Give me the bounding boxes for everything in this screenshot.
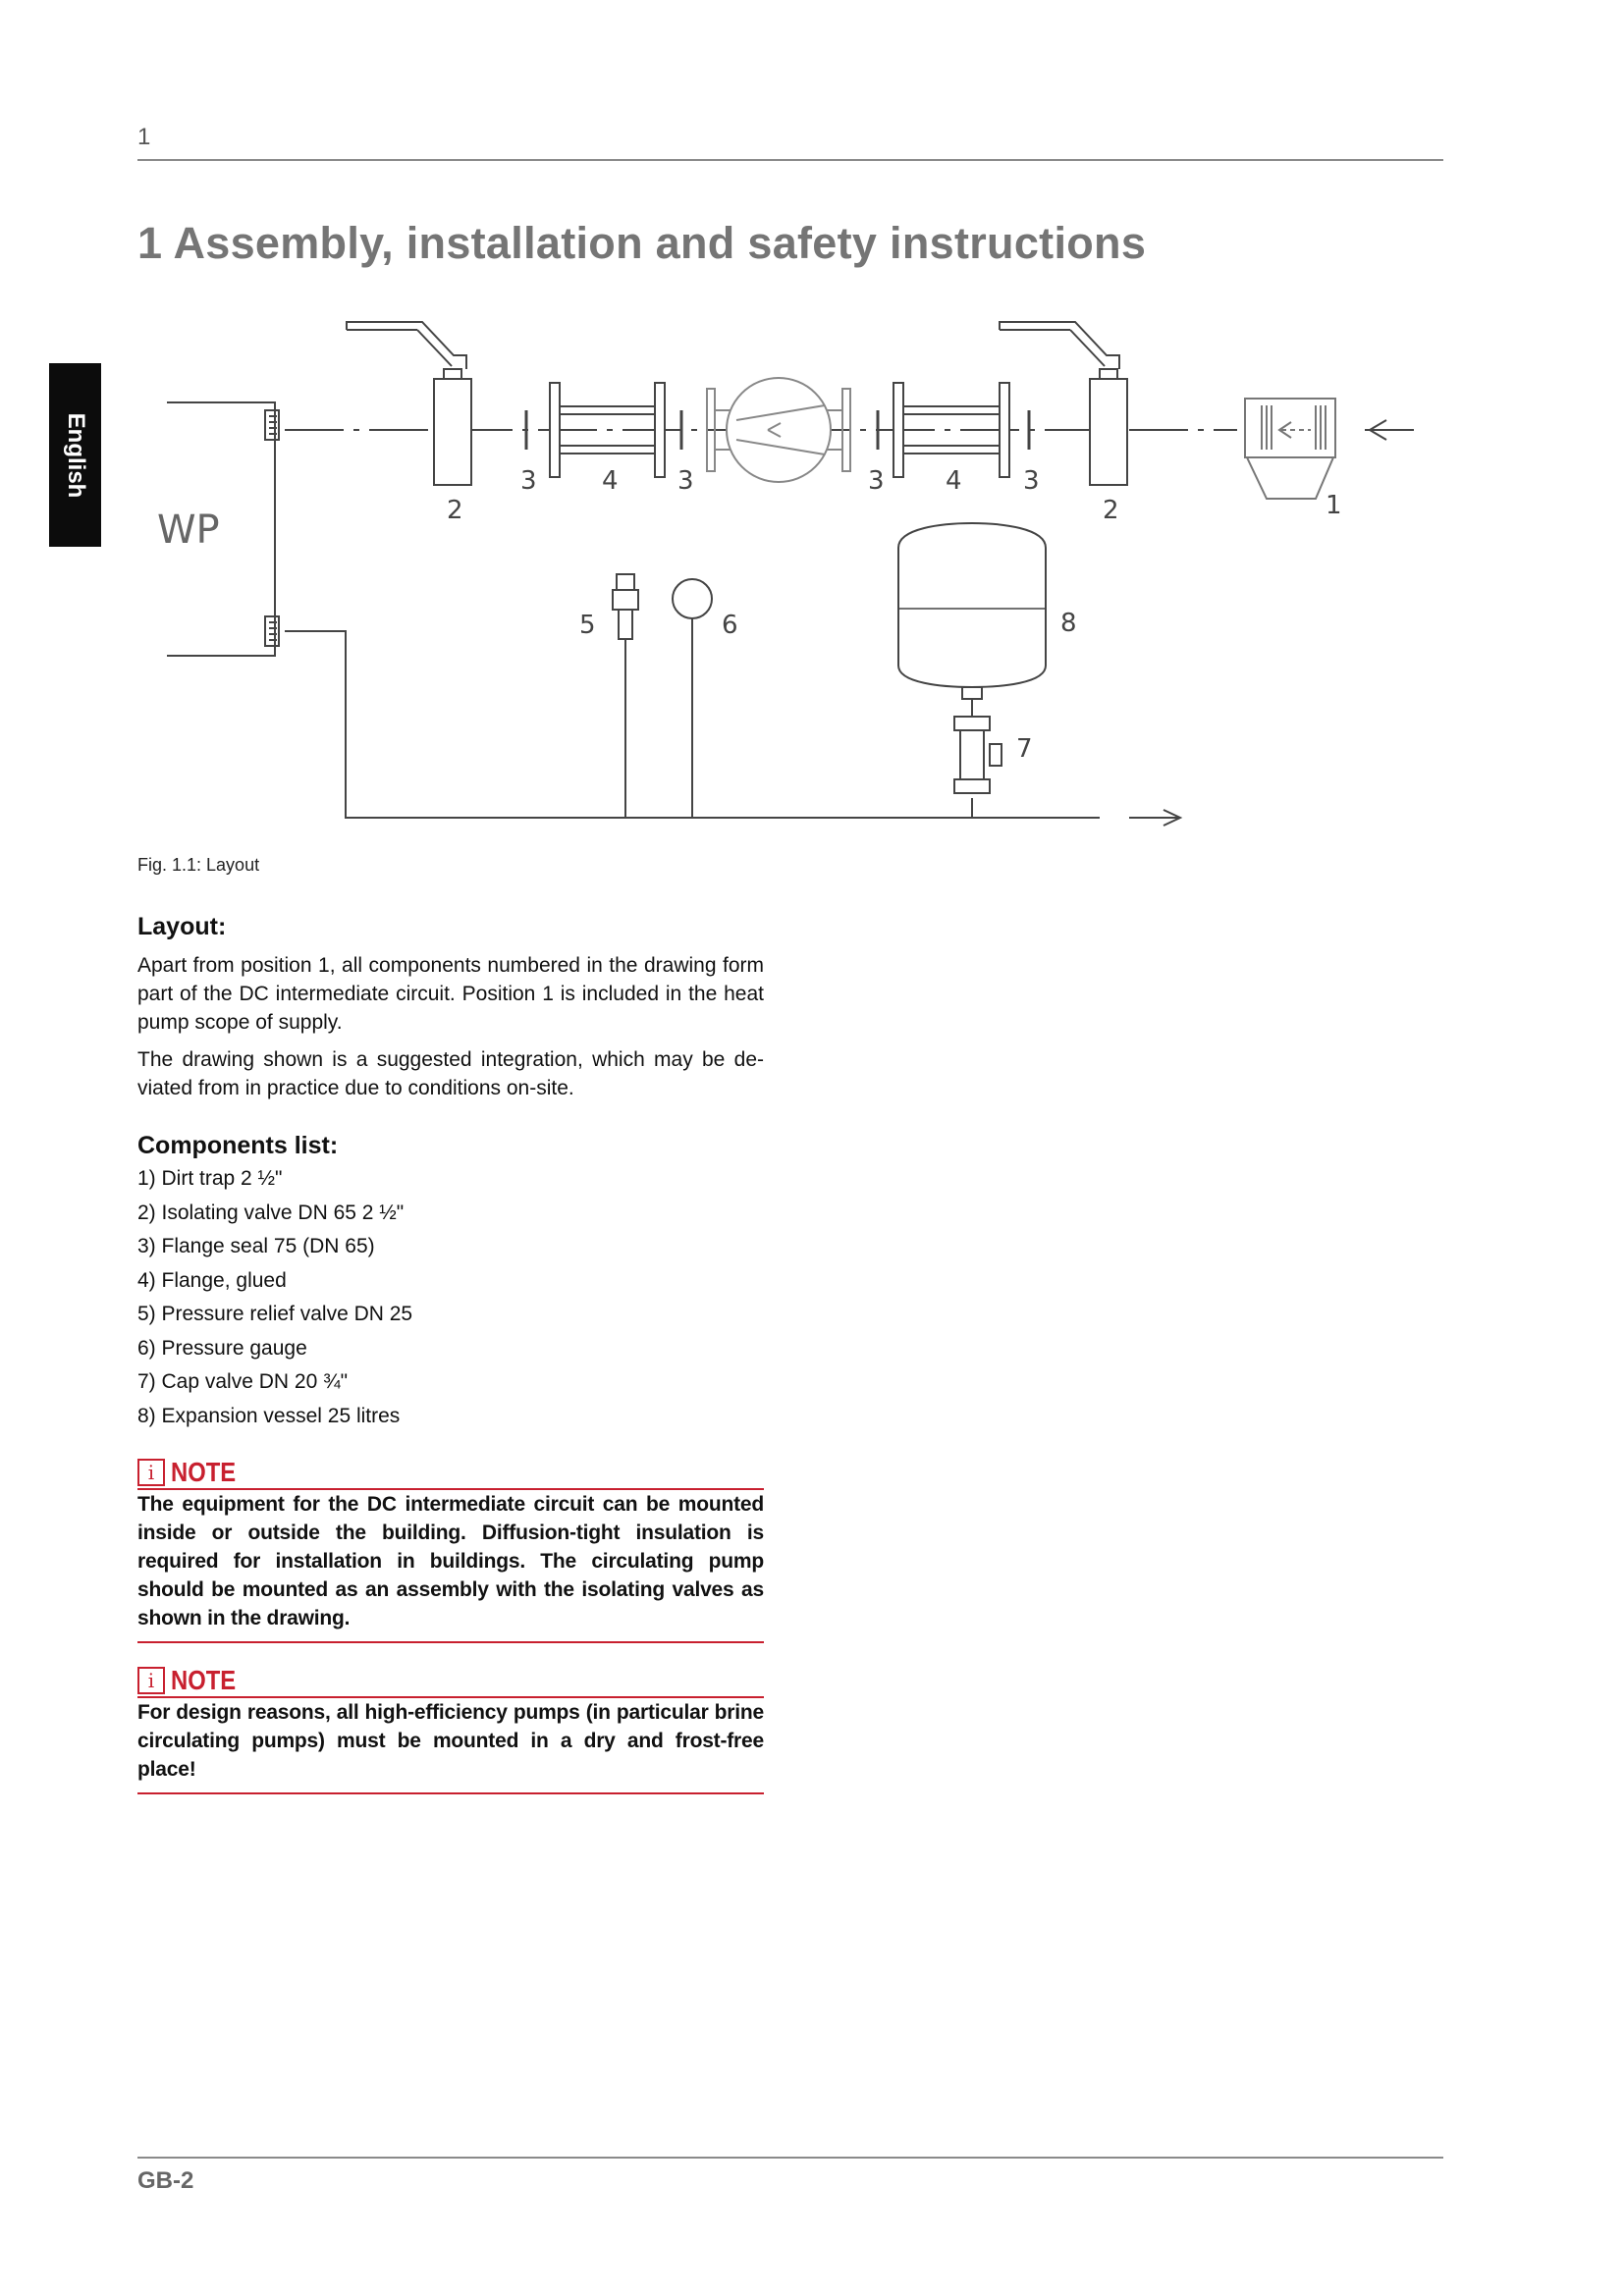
info-icon: i xyxy=(137,1459,165,1486)
page-number: GB-2 xyxy=(137,2167,194,2194)
components-section xyxy=(137,1132,764,1433)
note-text: The equipment for the DC intermediate circuit can be mounted inside or outside the building. Diffusion-tight insulation is required for installation in buildings. The circulating pump should be mounted as an assembly with the isolating valves as shown in the drawing. xyxy=(137,1493,764,1629)
note-label: NOTE xyxy=(171,1665,237,1695)
page-title: 1 Assembly, installation and safety instructions xyxy=(137,218,1147,268)
isolating-valve-left xyxy=(347,322,471,485)
language-tab-label: English xyxy=(62,412,89,498)
isolating-valve-right xyxy=(1000,322,1127,485)
label-1: 1 xyxy=(1326,491,1342,520)
label-2-right: 2 xyxy=(1103,496,1119,525)
list-item: 3) Flange seal 75 (DN 65) xyxy=(137,1235,375,1257)
chapter-number: 1 xyxy=(137,124,151,150)
components-heading: Components list: xyxy=(137,1132,339,1159)
note-header xyxy=(137,1457,764,1486)
list-item: 5) Pressure relief valve DN 25 xyxy=(137,1303,413,1325)
label-3-a: 3 xyxy=(520,466,537,496)
list-item: 8) Expansion vessel 25 litres xyxy=(137,1404,401,1427)
outlet-arrow xyxy=(1129,810,1180,826)
label-wp: WP xyxy=(157,507,220,553)
header-rule xyxy=(137,159,1443,161)
label-3-d: 3 xyxy=(1023,466,1040,496)
note-label: NOTE xyxy=(171,1457,237,1487)
list-item: 2) Isolating valve DN 65 2 ½" xyxy=(137,1201,405,1224)
dirt-trap xyxy=(1245,399,1335,499)
layout-diagram xyxy=(147,312,1424,842)
footer-rule xyxy=(137,2157,1443,2159)
pressure-gauge xyxy=(673,579,712,818)
expansion-vessel xyxy=(898,523,1046,699)
info-icon: i xyxy=(137,1667,165,1694)
note-text: For design reasons, all high-efficiency pumps (in particular brine circulating pumps) must be mounted in a dry and frost-free place! xyxy=(137,1701,764,1781)
cap-valve xyxy=(954,699,1001,818)
label-2-left: 2 xyxy=(447,496,463,525)
pressure-relief-valve xyxy=(613,574,638,818)
note-divider xyxy=(137,1641,764,1643)
layout-heading: Layout: xyxy=(137,913,227,940)
label-3-c: 3 xyxy=(868,466,885,496)
layout-paragraph: The drawing shown is a suggested integration, which may be de-viated from in practice due to conditions on-site. xyxy=(137,1048,764,1099)
layout-section xyxy=(137,913,764,1102)
label-6: 6 xyxy=(722,611,738,640)
content-column xyxy=(137,913,764,1794)
note-divider xyxy=(137,1792,764,1794)
list-item: 7) Cap valve DN 20 ¾" xyxy=(137,1370,349,1393)
figure-caption: Fig. 1.1: Layout xyxy=(137,855,260,875)
inlet-arrow xyxy=(1365,420,1414,440)
layout-paragraph: Apart from position 1, all components numbered in the drawing form part of the DC intermediate circuit. Position 1 is included in the heat pump scope of supply. xyxy=(137,954,764,1034)
language-tab xyxy=(49,363,101,547)
note-box xyxy=(137,1457,764,1643)
circulating-pump xyxy=(707,378,850,482)
list-item: 4) Flange, glued xyxy=(137,1268,287,1292)
list-item: 1) Dirt trap 2 ½" xyxy=(137,1167,283,1190)
note-header xyxy=(137,1665,764,1694)
label-3-b: 3 xyxy=(677,466,694,496)
note-box xyxy=(137,1665,764,1794)
label-8: 8 xyxy=(1060,609,1077,638)
label-4-left: 4 xyxy=(602,466,619,496)
label-5: 5 xyxy=(579,611,596,640)
list-item: 6) Pressure gauge xyxy=(137,1336,307,1360)
components-list xyxy=(137,1162,764,1433)
label-7: 7 xyxy=(1016,734,1033,764)
label-4-right: 4 xyxy=(946,466,962,496)
